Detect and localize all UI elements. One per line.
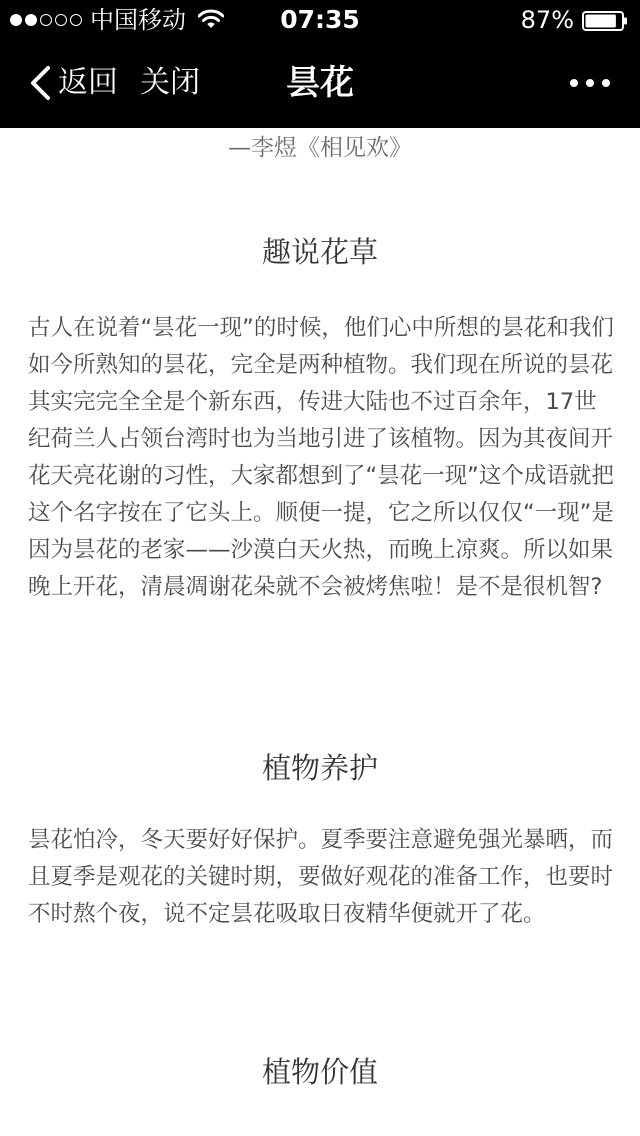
section-body-plant-care: 昙花怕冷，冬天要好好保护。夏季要注意避免强光暴晒，而且夏季是观花的关键时期，要做好观花的准备工作，也要时不时熬个夜，说不定昙花吸取日夜精华便就开了花。	[28, 827, 614, 927]
section-body-fun-facts: 古人在说着“昙花一现”的时候，他们心中所想的昙花和我们如今所熟知的昙花，完全是两种植物。我们现在所说的昙花其实完完全全是个新东西，传进大陆也不过百余年，17世纪荷兰人占领台湾时也为当地引进了该植物。因为其夜间开花天亮花谢的习性，大家都想到了“昙花一现”这个成语就把这个名字按在了它头上。顺便一提，它之所以仅仅“一现”是因为昙花的老家——沙漠白天火热，而晚上凉爽。所以如果晚上开花，清晨凋谢花朵就不会被烤焦啦！是不是很机智?	[28, 315, 614, 600]
section-title-fun-facts: 趣说花草	[261, 235, 378, 269]
more-dot-icon	[586, 79, 594, 87]
section-title-plant-care: 植物养护	[261, 751, 378, 785]
more-options-button[interactable]	[570, 70, 610, 96]
article-content[interactable]	[0, 128, 640, 1136]
status-bar	[0, 0, 640, 40]
page-title: 昙花	[286, 63, 354, 103]
status-time: 07:35	[280, 5, 360, 34]
more-dot-icon	[570, 79, 578, 87]
close-label: 关闭	[140, 65, 200, 100]
top-bar	[0, 0, 640, 128]
battery-fill	[586, 15, 616, 28]
battery-percent: 87%	[520, 6, 574, 34]
carrier-name: 中国移动	[90, 6, 186, 34]
navigation-bar	[0, 40, 640, 128]
poem-attribution: —李煜《相见欢》	[228, 135, 412, 161]
section-title-plant-value: 植物价值	[261, 1055, 378, 1089]
battery-icon	[582, 11, 628, 31]
back-label: 返回	[58, 65, 118, 100]
more-dot-icon	[602, 79, 610, 87]
